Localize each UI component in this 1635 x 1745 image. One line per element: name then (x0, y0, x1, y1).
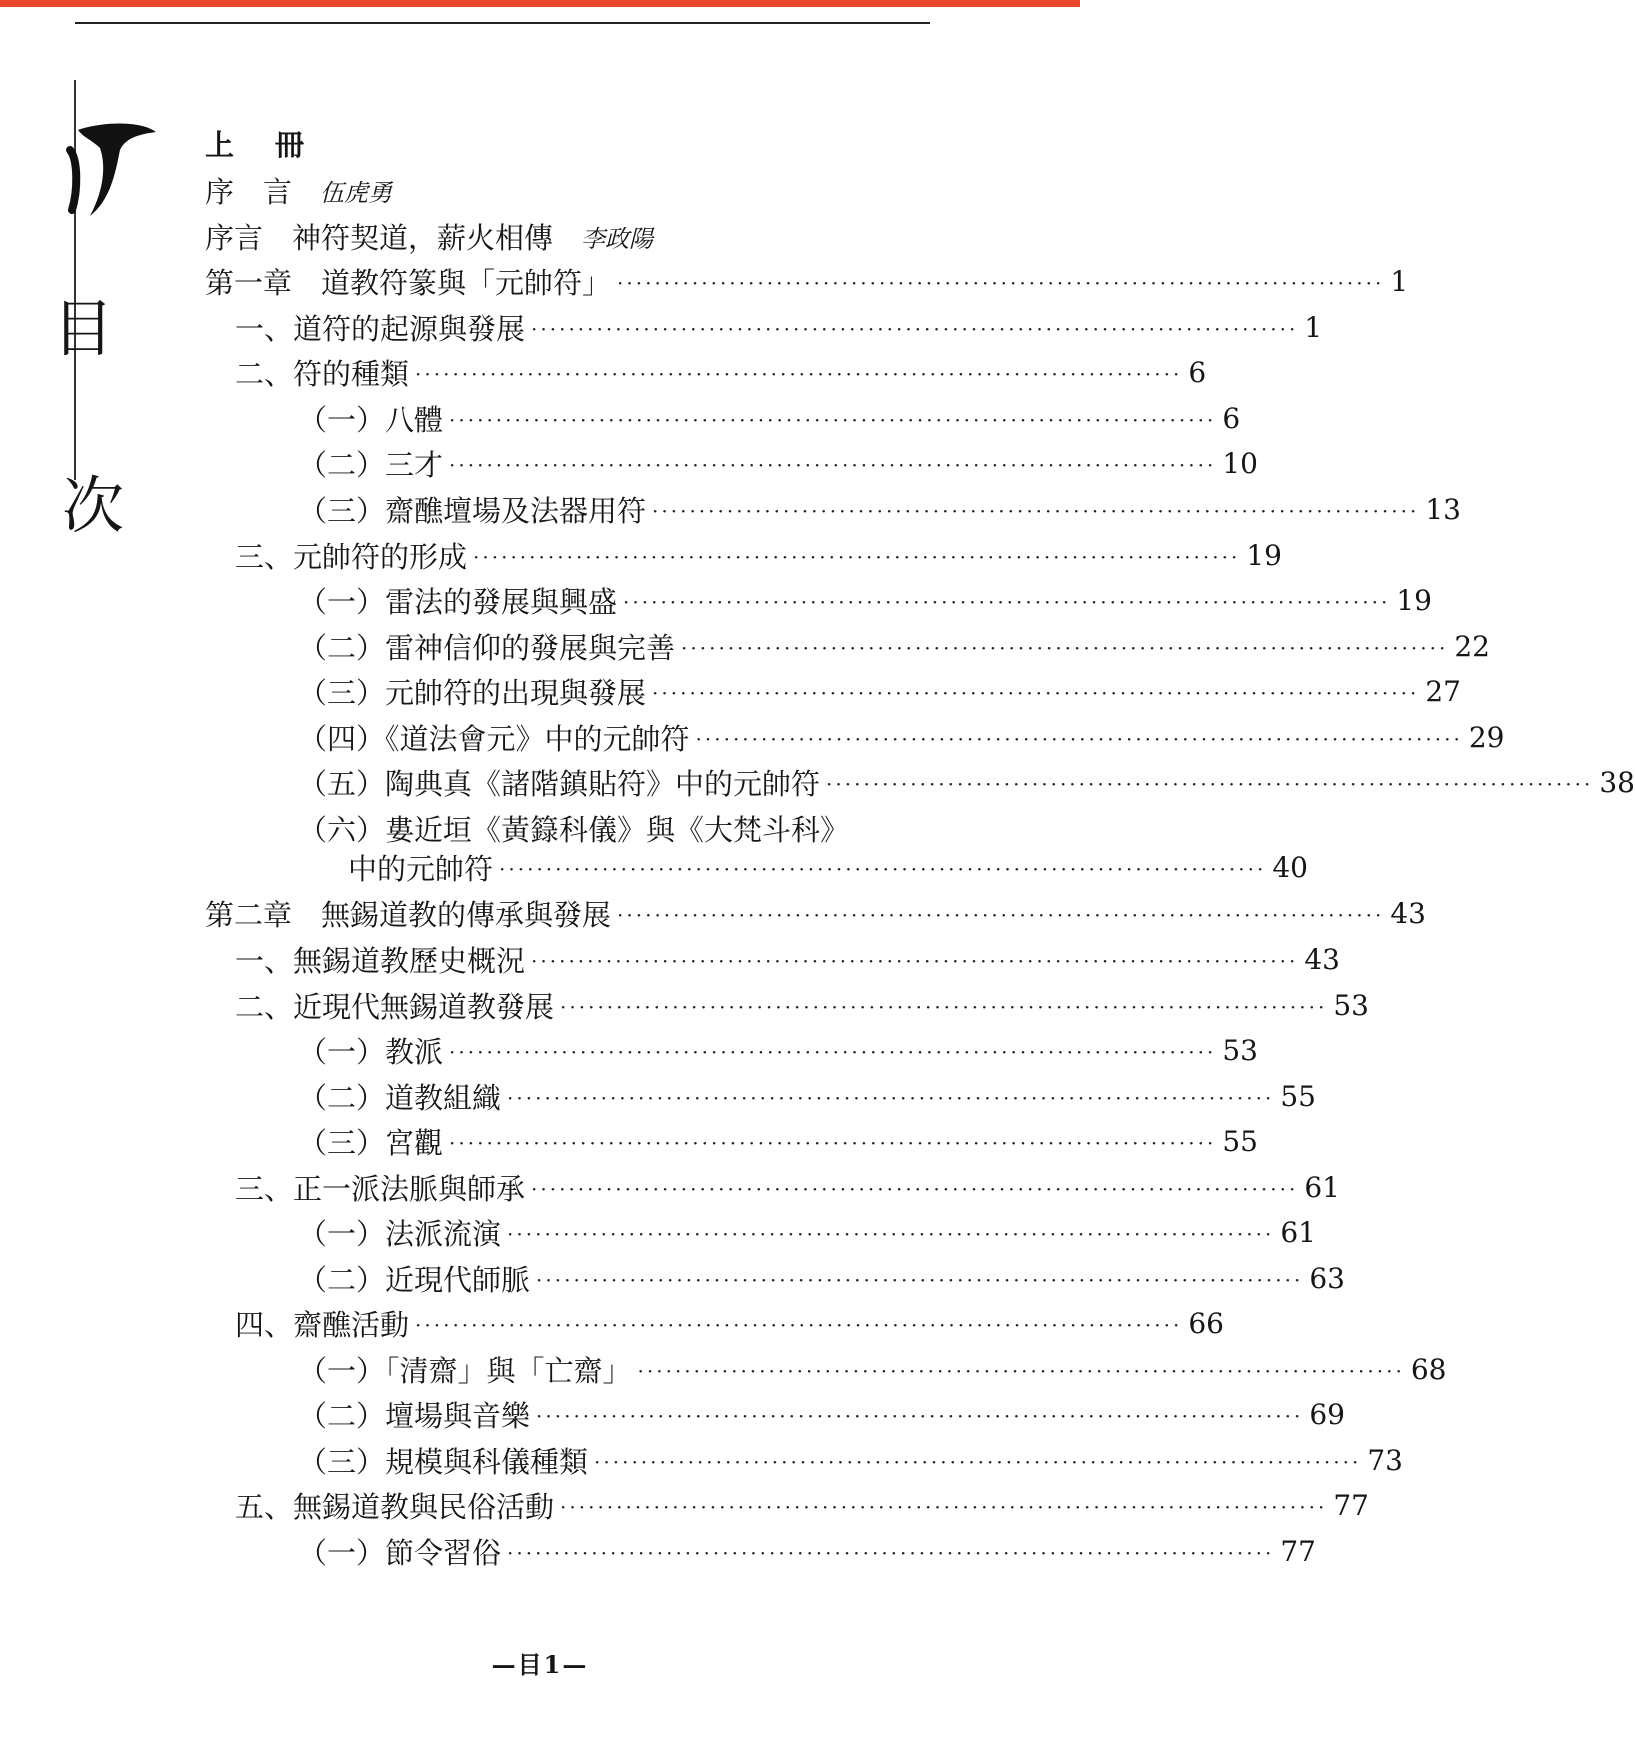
toc-entry[interactable] (348, 847, 1308, 887)
toc-entry[interactable] (235, 1485, 1369, 1525)
toc-title: 四、齋醮活動 (235, 1307, 410, 1342)
leader-dots: ·················································································· (560, 995, 1328, 1019)
toc-entry-preface-1[interactable] (205, 170, 392, 210)
toc-entry[interactable] (235, 1167, 1340, 1207)
toc-entry[interactable] (298, 1076, 1316, 1116)
toc-entry[interactable] (298, 626, 1490, 666)
toc-entry[interactable] (235, 1303, 1224, 1343)
toc-page: 55 (1222, 1124, 1258, 1158)
toc-entry[interactable] (298, 1258, 1345, 1298)
toc-entry-chapter-2[interactable] (205, 893, 1426, 933)
toc-title: 一、道符的起源與發展 (235, 311, 526, 346)
toc-author: 李政陽 (581, 224, 654, 253)
toc-entry[interactable] (298, 580, 1432, 620)
leader-dots: ·················································································· (652, 681, 1420, 705)
leader-dots: ·················································································· (449, 408, 1217, 432)
toc-page: 6 (1188, 355, 1207, 389)
toc-title: （二）雷神信仰的發展與完善 (298, 630, 676, 665)
leader-dots: ·················································································· (617, 271, 1385, 295)
leader-dots: ·················································································· (681, 636, 1449, 660)
toc-title: 五、無錫道教與民俗活動 (235, 1489, 555, 1524)
top-accent-bar (0, 0, 1080, 7)
toc-page: 43 (1304, 942, 1340, 976)
toc-entry[interactable] (298, 717, 1505, 757)
toc-title: （五）陶典真《諸階鎮貼符》中的元帥符 (298, 766, 821, 801)
toc-page: 66 (1188, 1306, 1224, 1340)
leader-dots: ·················································································· (623, 590, 1391, 614)
toc-title: （二）近現代師脈 (298, 1262, 531, 1297)
toc-title: （一）法派流演 (298, 1216, 502, 1251)
leader-dots: ·················································································· (617, 903, 1385, 927)
toc-page: 1 (1304, 310, 1323, 344)
leader-dots: ·················································································· (449, 453, 1217, 477)
leader-dots: ·················································································· (536, 1268, 1304, 1292)
toc-entry[interactable] (298, 443, 1258, 483)
leader-dots: ·················································································· (826, 772, 1594, 796)
toc-title: （二）壇場與音樂 (298, 1398, 531, 1433)
toc-volume-heading (205, 123, 310, 163)
leader-dots: ·················································································· (536, 1404, 1304, 1428)
toc-entry[interactable] (298, 762, 1635, 802)
toc-entry[interactable] (298, 671, 1461, 711)
leader-dots: ·················································································· (637, 1359, 1405, 1383)
toc-title: （一）教派 (298, 1034, 444, 1069)
toc-entry[interactable] (298, 1121, 1258, 1161)
toc-page: 73 (1367, 1443, 1403, 1477)
toc-page: 53 (1222, 1033, 1258, 1067)
leader-dots: ·················································································· (594, 1450, 1362, 1474)
toc-page: 77 (1333, 1488, 1369, 1522)
toc-title: 上 冊 (205, 127, 311, 162)
toc-entry[interactable] (298, 1030, 1258, 1070)
toc-page: 13 (1425, 492, 1461, 526)
toc-title: （一）「清齋」與「亡齋」 (298, 1353, 632, 1388)
page-footer: —目1— (491, 1650, 589, 1679)
toc-entry[interactable] (235, 352, 1207, 392)
toc-page: 10 (1222, 446, 1258, 480)
leader-dots: ·················································································· (473, 545, 1241, 569)
leader-dots: ·················································································· (531, 1177, 1299, 1201)
leader-dots: ·················································································· (415, 1313, 1183, 1337)
toc-entry[interactable] (298, 1349, 1447, 1389)
toc-title: 三、正一派法脈與師承 (235, 1171, 526, 1206)
toc-page: 27 (1425, 674, 1461, 708)
toc-title: （四）《道法會元》中的元帥符 (298, 721, 690, 756)
leader-dots: ·················································································· (415, 362, 1183, 386)
toc-author: 伍虎勇 (320, 178, 393, 207)
toc-entry[interactable] (235, 535, 1282, 575)
toc-page: 29 (1468, 720, 1505, 754)
leader-dots: ·················································································· (507, 1222, 1275, 1246)
toc-title: 第二章 無錫道教的傳承與發展 (205, 897, 612, 932)
toc-page: 61 (1304, 1170, 1340, 1204)
toc-entry[interactable] (298, 1531, 1316, 1571)
leader-dots: ·················································································· (449, 1131, 1217, 1155)
toc-page: 1 (1390, 264, 1409, 298)
heading-char-ci: 次 (62, 469, 125, 542)
toc-page: 77 (1280, 1534, 1316, 1568)
toc-page: 19 (1246, 538, 1282, 572)
toc-page: 6 (1222, 401, 1241, 435)
toc-page: 53 (1333, 988, 1369, 1022)
toc-entry[interactable] (298, 489, 1461, 529)
toc-title: （三）宮觀 (298, 1125, 444, 1160)
toc-page: 63 (1309, 1261, 1345, 1295)
toc-page: 38 (1599, 765, 1635, 799)
toc-entry[interactable] (298, 1394, 1345, 1434)
toc-entry[interactable] (235, 939, 1340, 979)
toc-title: （三）規模與科儀種類 (298, 1444, 589, 1479)
toc-title: （三）元帥符的出現與發展 (298, 675, 647, 710)
leader-dots: ·················································································· (507, 1086, 1275, 1110)
toc-title: 序言 神符契道，薪火相傳 (205, 220, 554, 255)
toc-title: 中的元帥符 (348, 851, 494, 886)
toc-title: （一）雷法的發展與興盛 (298, 584, 618, 619)
leader-dots: ·················································································· (449, 1040, 1217, 1064)
toc-title: 序 言 (205, 174, 293, 209)
toc-entry[interactable] (298, 398, 1241, 438)
toc-page: 22 (1454, 629, 1490, 663)
leader-dots: ·················································································· (531, 949, 1299, 973)
toc-title: （三）齋醮壇場及法器用符 (298, 493, 647, 528)
toc-entry[interactable] (298, 1440, 1403, 1480)
leader-dots: ·················································································· (499, 857, 1267, 881)
toc-page: 69 (1309, 1397, 1345, 1431)
toc-entry-preface-2[interactable] (205, 216, 653, 256)
header-rule (75, 22, 930, 24)
toc-page: 68 (1410, 1352, 1447, 1386)
leader-dots: ·················································································· (652, 499, 1420, 523)
toc-entry-chapter-1[interactable] (205, 261, 1409, 301)
toc-title: 三、元帥符的形成 (235, 539, 468, 574)
toc-title: 二、符的種類 (235, 356, 410, 391)
toc-entry[interactable] (235, 985, 1369, 1025)
toc-page: 19 (1396, 583, 1432, 617)
toc-title: （二）三才 (298, 447, 444, 482)
toc-title: （一）節令習俗 (298, 1535, 502, 1570)
toc-entry[interactable] (235, 307, 1323, 347)
leader-dots: ·················································································· (507, 1541, 1275, 1565)
toc-title: 一、無錫道教歷史概況 (235, 943, 526, 978)
leader-dots: ·················································································· (695, 727, 1463, 751)
toc-title: （六）婁近垣《黃籙科儀》與《大梵斗科》 (298, 812, 850, 847)
toc-title: （二）道教組織 (298, 1080, 502, 1115)
toc-entry[interactable] (298, 808, 849, 848)
toc-page: 61 (1280, 1215, 1316, 1249)
heading-char-mu: 目 (52, 292, 115, 365)
leader-dots: ·················································································· (531, 317, 1299, 341)
toc-entry[interactable] (298, 1212, 1316, 1252)
toc-title: 第一章 道教符篆與「元帥符」 (205, 265, 612, 300)
leader-dots: ·················································································· (560, 1495, 1328, 1519)
toc-page: 40 (1272, 850, 1308, 884)
brush-stroke-icon (70, 120, 160, 230)
toc-title: （一）八體 (298, 402, 444, 437)
toc-page: 43 (1390, 896, 1426, 930)
toc-page: 55 (1280, 1079, 1316, 1113)
toc-title: 二、近現代無錫道教發展 (235, 989, 555, 1024)
